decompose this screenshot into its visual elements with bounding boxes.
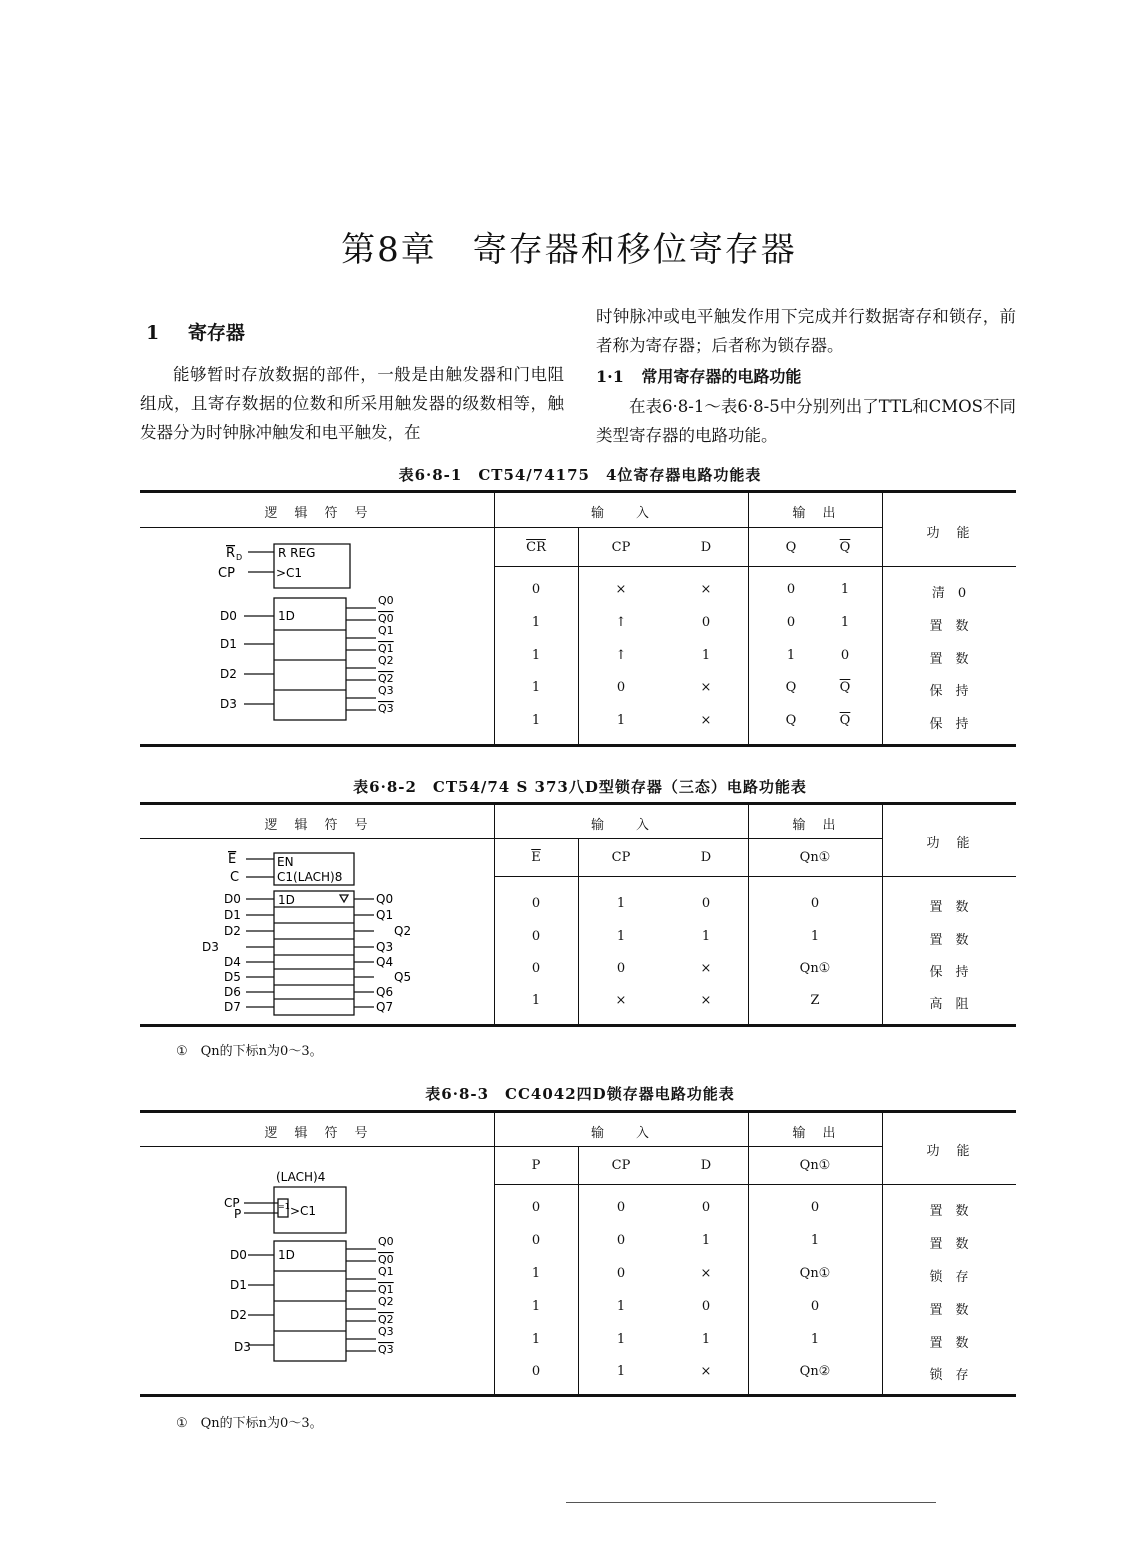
table3-cell: 0 — [531, 1233, 541, 1248]
intro-paragraph-right: 时钟脉冲或电平触发作用下完成并行数据寄存和锁存，前者称为寄存器；后者称为锁存器。 — [596, 307, 1016, 355]
table2-cell: × — [700, 993, 712, 1008]
table1-cell: ↑ — [615, 615, 627, 630]
table3-cell: 0 — [701, 1200, 711, 1215]
table3-cell: 1 — [616, 1364, 626, 1379]
table3-cell: 1 — [616, 1299, 626, 1314]
box-label-c1: C1(LACH)8 — [277, 870, 343, 884]
table3-logic-symbol — [140, 1147, 494, 1394]
table3-hdr-symbol: 逻 辑 符 号 — [264, 1126, 370, 1141]
ctrl-label-c: C — [230, 870, 240, 885]
table1-vline — [578, 528, 579, 744]
table1-cell: Q — [785, 713, 797, 728]
table3-col-p: P — [531, 1158, 541, 1173]
table2-cell: 1 — [810, 929, 820, 944]
table3-cell: 0 — [531, 1364, 541, 1379]
table3-cell: 0 — [616, 1266, 626, 1281]
output-q1: Q1 — [378, 1265, 394, 1278]
table2-cell: 1 — [616, 896, 626, 911]
table1-bottom-rule — [140, 744, 1016, 747]
input-d5: D5 — [224, 970, 241, 984]
table2-cell: × — [700, 961, 712, 976]
output-q4: Q4 — [376, 955, 394, 969]
table2-vline — [494, 805, 495, 1024]
table2-hdr-output: 输 出 — [792, 818, 838, 833]
section-title: 寄存器 — [187, 322, 245, 344]
output-q2bar: Q2 — [378, 672, 394, 685]
table1-cell: 1 — [840, 615, 850, 630]
table2-head-bottom — [494, 876, 1016, 877]
table2-cell: Qn① — [799, 961, 831, 976]
output-q0: Q0 — [376, 892, 394, 906]
table3-cell-function: 置 数 — [929, 1303, 969, 1318]
table3-cell: 0 — [531, 1200, 541, 1215]
table3-hdr-function: 功 能 — [926, 1144, 972, 1159]
output-q7: Q7 — [376, 1000, 394, 1014]
table2-col-d: D — [700, 850, 712, 865]
subsection-paragraph: 在表6·8-1～表6·8-5中分别列出了TTL和CMOS不同类型寄存器的电路功能。 — [596, 397, 1016, 445]
table2-top-rule — [140, 802, 1016, 805]
table2-cell-function: 高 阻 — [929, 997, 969, 1012]
table1-hdr-output: 输 出 — [792, 506, 838, 521]
table2-cell: 1 — [616, 929, 626, 944]
latch-block — [274, 891, 354, 1015]
box-label-en: EN — [277, 855, 294, 869]
table1-hdr-input: 输 入 — [590, 506, 651, 521]
subsection-heading-1-1 — [596, 364, 801, 387]
table1-cell: × — [700, 713, 712, 728]
table2-caption: 表6·8-2 CT54/74 S 373八D型锁存器（三态）电路功能表 — [353, 778, 807, 796]
table1-cell-function: 置 数 — [929, 652, 969, 667]
table3-cell: 0 — [810, 1299, 820, 1314]
scan-artifact-line — [566, 1502, 936, 1503]
table3-col-cp: CP — [611, 1158, 631, 1173]
table3-cell: 1 — [810, 1332, 820, 1347]
table3-cell: 0 — [701, 1299, 711, 1314]
table3-col-d: D — [700, 1158, 712, 1173]
table3-cell: 1 — [531, 1266, 541, 1281]
output-q1bar: Q1 — [378, 1283, 394, 1296]
subsection-number: 1·1 — [596, 367, 624, 386]
table2-col-cp: CP — [611, 850, 631, 865]
table1 — [140, 490, 1016, 748]
box-label-c1: >C1 — [276, 566, 303, 580]
table3-footnote: ① Qn的下标n为0～3。 — [176, 1416, 323, 1431]
box-label-1d: 1D — [278, 1248, 295, 1262]
table3-cell: 1 — [701, 1332, 711, 1347]
output-q2: Q2 — [378, 654, 394, 667]
input-d1: D1 — [220, 637, 237, 651]
table2-cell: 1 — [701, 929, 711, 944]
output-q2bar: Q2 — [378, 1313, 394, 1326]
input-d2: D2 — [230, 1308, 247, 1322]
table3 — [140, 1110, 1016, 1402]
table1-col-qbar: $\overline{Q}$ — [839, 540, 851, 555]
table1-cell: 1 — [531, 713, 541, 728]
table3-vline — [748, 1113, 749, 1394]
table3-cell: 1 — [810, 1233, 820, 1248]
table1-col-d: D — [700, 540, 712, 555]
ctrl-label-rd: R — [226, 546, 236, 561]
table3-top-rule — [140, 1110, 1016, 1113]
table3-cell: 1 — [531, 1332, 541, 1347]
table3-cell: × — [700, 1364, 712, 1379]
table1-cell: 0 — [531, 582, 541, 597]
table1-cell: 1 — [531, 648, 541, 663]
table2-cell: 0 — [810, 896, 820, 911]
table2-cell: 0 — [531, 896, 541, 911]
table1-cell: 1 — [616, 713, 626, 728]
table3-col-qn: Qn① — [799, 1158, 831, 1173]
output-q0bar: Q0 — [378, 1253, 394, 1266]
output-q2: Q2 — [378, 1295, 394, 1308]
table1-cell: 1 — [840, 582, 850, 597]
table1-col-cp: CP — [611, 540, 631, 555]
box-label-1d: 1D — [278, 609, 295, 623]
table3-cell-function: 锁 存 — [929, 1368, 969, 1383]
output-q3bar: Q3 — [378, 1343, 394, 1356]
table1-cell: 0 — [840, 648, 850, 663]
table2-vline — [748, 805, 749, 1024]
output-q3: Q3 — [378, 684, 394, 697]
input-d2: D2 — [220, 667, 237, 681]
table1-cell: 0 — [701, 615, 711, 630]
table1-cell: $\overline{Q}$ — [839, 680, 851, 695]
input-d3: D3 — [220, 697, 237, 711]
table1-cell: × — [700, 582, 712, 597]
table1-head-bottom — [494, 566, 1016, 567]
table1-hdr-function: 功 能 — [926, 526, 972, 541]
output-q1bar: Q1 — [378, 642, 394, 655]
table1-cell: 1 — [701, 648, 711, 663]
table1-cell-function: 清 0 — [931, 586, 967, 601]
input-d3: D3 — [234, 1340, 251, 1354]
table1-cell: 1 — [786, 648, 796, 663]
input-d0: D0 — [220, 609, 237, 623]
output-q0bar: Q0 — [378, 612, 394, 625]
table2-cell: 1 — [531, 993, 541, 1008]
table3-cell: × — [700, 1266, 712, 1281]
table2-cell-function: 保 持 — [929, 965, 969, 980]
table2-logic-symbol — [140, 839, 494, 1024]
table2-cell: Z — [810, 993, 820, 1008]
section-number: 1 — [146, 322, 160, 344]
input-d0: D0 — [230, 1248, 247, 1262]
table3-vline — [494, 1113, 495, 1394]
table2-cell: 0 — [701, 896, 711, 911]
table2-col-qn: Qn① — [799, 850, 831, 865]
table3-cell: 0 — [616, 1233, 626, 1248]
table3-cell: 1 — [701, 1233, 711, 1248]
output-q3: Q3 — [376, 940, 394, 954]
table3-cell-function: 置 数 — [929, 1204, 969, 1219]
input-d3: D3 — [202, 940, 219, 954]
input-d6: D6 — [224, 985, 241, 999]
table1-cell: $\overline{Q}$ — [839, 713, 851, 728]
table3-cell: 1 — [531, 1299, 541, 1314]
table1-caption: 表6·8-1 CT54/74175 4位寄存器电路功能表 — [398, 466, 762, 484]
table1-col-q: Q — [785, 540, 797, 555]
table1-cell: 0 — [616, 680, 626, 695]
table3-cell: Qn② — [799, 1364, 831, 1379]
table1-cell-function: 保 持 — [929, 717, 969, 732]
box-label-1d: 1D — [278, 893, 295, 907]
table3-hdr-output: 输 出 — [792, 1126, 838, 1141]
input-d7: D7 — [224, 1000, 241, 1014]
table1-cell-function: 置 数 — [929, 619, 969, 634]
table1-cell: 0 — [786, 582, 796, 597]
table2-hdr-function: 功 能 — [926, 836, 972, 851]
table1-col-cr: $\overline{CR}$ — [526, 540, 546, 555]
table1-cell: 1 — [531, 615, 541, 630]
output-q3: Q3 — [378, 1325, 394, 1338]
section-heading-1 — [146, 318, 245, 345]
box-label-c1: >C1 — [290, 1204, 317, 1218]
table1-cell: × — [700, 680, 712, 695]
output-q5: Q5 — [394, 970, 412, 984]
input-d1: D1 — [224, 908, 241, 922]
table2-footnote: ① Qn的下标n为0～3。 — [176, 1044, 323, 1059]
input-d0: D0 — [224, 892, 241, 906]
ctrl-label-cp: CP — [224, 1196, 240, 1210]
ctrl-label-cp: CP — [218, 566, 235, 581]
box-label-eq1: =1 — [278, 1202, 290, 1211]
table1-hdr-symbol: 逻 辑 符 号 — [264, 506, 370, 521]
table3-hdr-input: 输 入 — [590, 1126, 651, 1141]
table3-caption: 表6·8-3 CC4042四D锁存器电路功能表 — [425, 1085, 735, 1103]
table2-cell: 0 — [531, 929, 541, 944]
output-q1: Q1 — [376, 908, 394, 922]
table1-logic-symbol — [140, 528, 494, 743]
table3-head-bottom — [494, 1184, 1016, 1185]
table1-cell-function: 保 持 — [929, 684, 969, 699]
input-d4: D4 — [224, 955, 241, 969]
ctrl-label-rd-sub: D — [236, 553, 243, 562]
subsection-title: 常用寄存器的电路功能 — [641, 367, 802, 386]
table2-cell-function: 置 数 — [929, 900, 969, 915]
table3-bottom-rule — [140, 1394, 1016, 1397]
table2-cell-function: 置 数 — [929, 933, 969, 948]
ctrl-label-e: E — [228, 852, 237, 867]
table3-cell-function: 锁 存 — [929, 1270, 969, 1285]
output-q2: Q2 — [394, 924, 412, 938]
table3-cell: 1 — [616, 1332, 626, 1347]
table1-cell: 0 — [786, 615, 796, 630]
box-label-lach: (LACH)4 — [276, 1170, 326, 1184]
table1-cell: ↑ — [615, 648, 627, 663]
table3-cell-function: 置 数 — [929, 1237, 969, 1252]
table1-cell: × — [615, 582, 627, 597]
ctrl-label-p: P — [234, 1207, 242, 1221]
table1-top-rule — [140, 490, 1016, 493]
output-q0: Q0 — [378, 1235, 394, 1248]
table3-cell: 0 — [616, 1200, 626, 1215]
table3-cell-function: 置 数 — [929, 1336, 969, 1351]
table2 — [140, 802, 1016, 1030]
input-d1: D1 — [230, 1278, 247, 1292]
intro-paragraph-left: 能够暂时存放数据的部件，一般是由触发器和门电阻组成，且寄存数据的位数和所采用触发器的级数相等，触发器分为时钟脉冲触发和电平触发，在 — [140, 365, 564, 442]
table2-cell: 0 — [531, 961, 541, 976]
output-q3bar: Q3 — [378, 702, 394, 715]
table2-hdr-symbol: 逻 辑 符 号 — [264, 818, 370, 833]
chapter-title: 第8章 寄存器和移位寄存器 — [341, 230, 797, 270]
table2-cell: × — [615, 993, 627, 1008]
table3-cell: Qn① — [799, 1266, 831, 1281]
box-label-reg: R REG — [278, 546, 316, 560]
output-q0: Q0 — [378, 594, 394, 607]
table1-cell: Q — [785, 680, 797, 695]
table1-cell: 1 — [531, 680, 541, 695]
output-q6: Q6 — [376, 985, 394, 999]
table2-cell: 0 — [616, 961, 626, 976]
output-q1: Q1 — [378, 624, 394, 637]
input-d2: D2 — [224, 924, 241, 938]
table2-hdr-input: 输 入 — [590, 818, 651, 833]
table2-col-e: $\overline{E}$ — [531, 850, 541, 865]
table2-bottom-rule — [140, 1024, 1016, 1027]
table3-cell: 0 — [810, 1200, 820, 1215]
